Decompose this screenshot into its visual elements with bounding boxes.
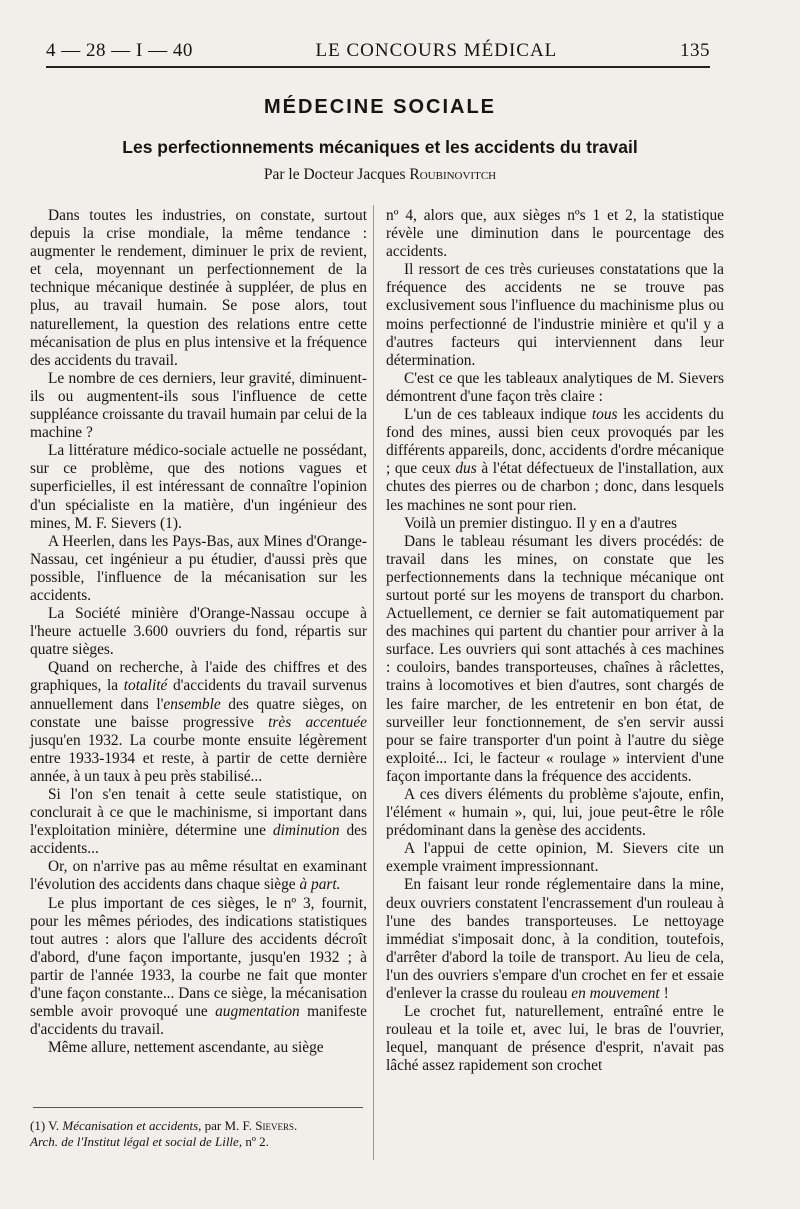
header-rule (46, 66, 710, 68)
paragraph (30, 895, 367, 1040)
paragraph: Dans toutes les industries, on constate, surtout depuis la crise mondiale, la même tendance : augmenter le rendement, diminuer le prix de revient, et cela, moyennant un perfectionnement de la technique mécanique destinée à suppléer, de plus en plus, au travail humain. Se pose alors, tout naturellement, la question des relations entre cette mécanisation de plus en plus intensive et la fréquence des accidents du travail. (30, 207, 367, 369)
journal-title: LE CONCOURS MÉDICAL (315, 40, 558, 61)
author-surname: Sievers. (255, 1118, 298, 1133)
emphasis: à part. (299, 876, 341, 894)
paragraph: Voilà un premier distinguo. Il y en a d'autres (404, 514, 678, 532)
paragraph: La littérature médico-sociale actuelle ne possédant, sur ce problème, que des notions vagues et superficielles, il est intéressant de connaître l'opinion d'un spécialiste en la matière, d'un ingénieur des mines, M. F. Sievers (1). (30, 442, 367, 532)
emphasis: totalité (123, 677, 168, 695)
text-run: Le plus important de ces sièges, le nº 3, fournit, pour les mêmes périodes, des indications statistiques tout autres : alors que l'allure des accidents décroît d'abord, d'une façon importante, jusqu'en 1932 ; à partir de l'année 1933, la courbe ne fait que monter d'une façon constante... Dans ce siège, la mécanisation semble avoir provoqué une (30, 894, 367, 1021)
text-run: d'accidents du travail survenus annuellement dans l' (30, 677, 367, 713)
left-column (30, 207, 367, 1057)
paragraph: Le nombre de ces derniers, leur gravité, diminuent-ils ou augmentent-ils sous l'influence de cette suppléance croissante du travail humain par celui de la machine ? (30, 369, 367, 442)
page-number: 135 (680, 40, 710, 61)
byline-prefix: Par le Docteur Jacques (263, 166, 406, 183)
paragraph: Il ressort de ces très curieuses constatations que la fréquence des accidents ne se trouve pas exclusivement sous l'influence du machinisme plus ou moins perfectionné de l'industrie minière et qu'il y a d'autres facteurs qui interviennent dans leur détermination. (386, 261, 724, 369)
emphasis: dus (455, 460, 477, 478)
emphasis: diminution (272, 822, 340, 840)
article-title: Les perfectionnements mécaniques et les accidents du travail (122, 137, 638, 157)
emphasis: tous (591, 406, 618, 424)
text-run: par M. F. (201, 1118, 256, 1133)
paragraph (30, 858, 367, 894)
footnote-rule (33, 1107, 363, 1108)
paragraph: Même allure, nettement ascendante, au siège (48, 1039, 324, 1057)
footnote-line (30, 1118, 367, 1134)
right-column (386, 207, 724, 1076)
paragraph: La Société minière d'Orange-Nassau occupe à l'heure actuelle 3.600 ouvriers du fond, répartis sur quatre sièges. (30, 605, 367, 659)
text-run: les accidents du fond des mines, aussi bien ceux provoqués par les différents appareils, donc, accidents d'ordre mécanique ; que ceux (386, 406, 724, 478)
paragraph (386, 406, 724, 515)
text-run: Si l'on s'en tenait à cette seule statistique, on conclurait à ce que le machinisme, si important dans l'exploitation minière, détermine une (30, 786, 367, 840)
running-header (46, 40, 710, 64)
paragraph: A l'appui de cette opinion, M. Sievers cite un exemple vraiment impressionnant. (386, 840, 724, 876)
paragraph (386, 876, 724, 1003)
emphasis: augmentation (215, 1003, 300, 1021)
text-run: des accidents... (30, 822, 367, 858)
text-run: jusqu'en 1932. La courbe monte ensuite légèrement entre 1933-1934 et reste, à partir de cette dernière année, à un taux à peu près stabilisé... (30, 731, 367, 785)
paragraph (30, 786, 367, 858)
paragraph: nº 4, alors que, aux sièges nºs 1 et 2, la statistique révèle une diminution dans le pourcentage des accidents. (386, 207, 724, 261)
paragraph: A Heerlen, dans les Pays-Bas, aux Mines d'Orange-Nassau, cet ingénieur a pu étudier, d'aussi près que possible, l'influence de la mécanisation sur les accidents. (30, 532, 367, 604)
text-run: ! (659, 985, 669, 1003)
text-run: des quatre sièges, on constate une baisse progressive (30, 695, 367, 731)
paragraph (30, 659, 367, 786)
paragraph: C'est ce que les tableaux analytiques de M. Sievers démontrent d'une façon très claire : (386, 369, 724, 405)
paragraph: A ces divers éléments du problème s'ajoute, enfin, l'élément « humain », qui, lui, joue peut-être le rôle prédominant dans la genèse des accidents. (386, 786, 724, 840)
emphasis: Mécanisation et accidents, (62, 1118, 202, 1133)
text-run: à l'état défectueux de l'installation, aux chutes des pierres ou de charbon ; donc, dans lesquels les machines ne sont pour rien. (386, 460, 724, 514)
footnote (30, 1118, 367, 1150)
byline (0, 166, 760, 184)
footnote-line (30, 1134, 367, 1150)
text-run: Quand on recherche, à l'aide des chiffres et des graphiques, la (30, 659, 367, 695)
section-title: MÉDECINE SOCIALE (263, 96, 497, 118)
emphasis: en mouvement (571, 985, 660, 1003)
paragraph: Dans le tableau résumant les divers procédés: de travail dans les mines, on constate que les perfectionnements dans la technique mécanique ont surtout porté sur les moyens de transport du charbon. Actuellement, ce dernier se fait automatiquement par des machines qui partent du chantier pour arriver à la surface. Les ouvriers qui sont attachés à ces machines : couloirs, bandes transporteuses, chaînes à râclettes, trains à locomotives et bien d'autres, sont chargés de les faire marcher, de les entretenir en bon état, de surveiller leur fonctionnement, de s'en servir aussi pour se faire transporter d'un point à l'autre du siège exploité... Ici, le facteur « roulage » intervient d'une façon importante dans la fréquence des accidents. (386, 532, 724, 785)
author-surname: Roubinovitch (409, 166, 497, 183)
text-run: (1) V. (30, 1118, 63, 1133)
emphasis: Arch. de l'Institut légal et social de Lille, (30, 1134, 243, 1149)
text-run: En faisant leur ronde réglementaire dans la mine, deux ouvriers constatent l'encrassement d'un rouleau à l'une des bandes transporteuses. Le nettoyage immédiat s'imposait donc, à la condition, toutefois, d'arrêter d'abord la toile de transport. Au lieu de cela, l'un des ouvriers s'empare d'un crochet en fer et essaie d'enlever la crasse du rouleau (386, 876, 724, 1003)
emphasis: ensemble (163, 695, 221, 713)
issue-date: 4 — 28 — I — 40 (46, 40, 193, 61)
emphasis: très accentuée (268, 713, 367, 731)
paragraph: Le crochet fut, naturellement, entraîné entre le rouleau et la toile et, avec lui, le bras de l'ouvrier, lequel, manquant de présence d'esprit, n'avait pas lâché assez rapidement son crochet (386, 1003, 724, 1075)
text-run: L'un de ces tableaux indique (404, 406, 592, 424)
text-run: Or, on n'arrive pas au même résultat en examinant l'évolution des accidents dans chaque siège (30, 858, 367, 894)
column-divider (373, 205, 374, 1160)
text-run: manifeste d'accidents du travail. (30, 1003, 367, 1039)
text-run: nº 2. (242, 1134, 269, 1149)
